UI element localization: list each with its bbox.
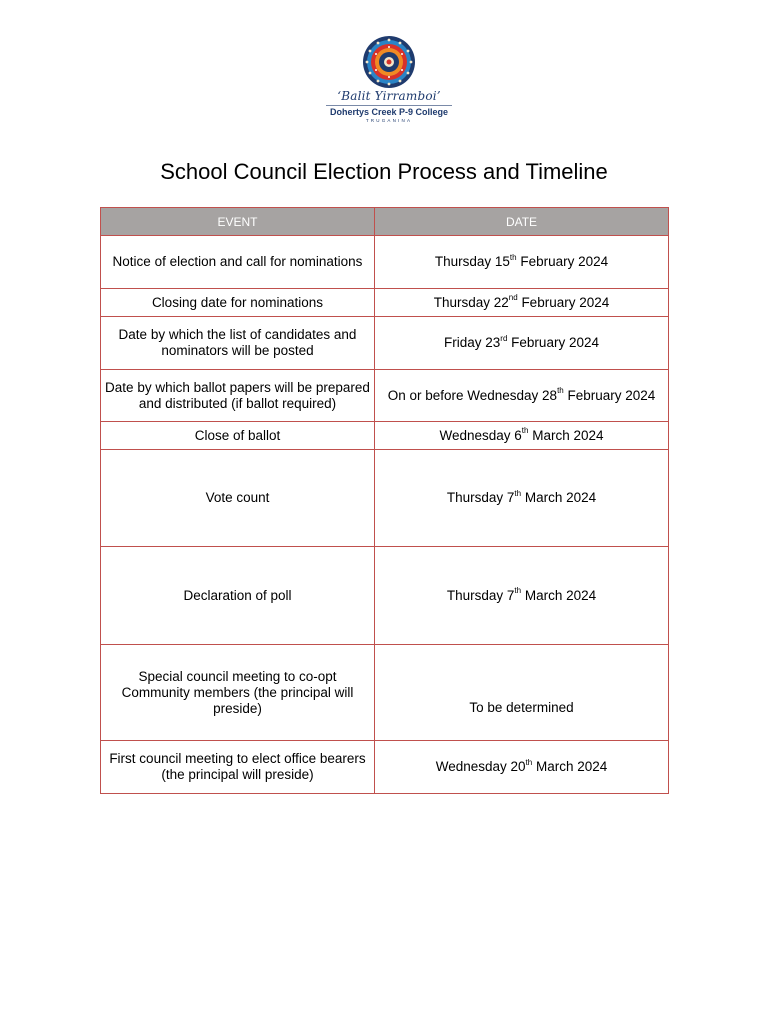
table-row — [101, 450, 669, 547]
event-cell: Closing date for nominations — [101, 289, 375, 317]
date-cell: Wednesday 6th March 2024 — [375, 422, 669, 450]
table-row — [101, 547, 669, 645]
date-cell: Thursday 22nd February 2024 — [375, 289, 669, 317]
table-row — [101, 741, 669, 794]
page-title: School Council Election Process and Timeline — [160, 159, 608, 184]
event-cell: Close of ballot — [101, 422, 375, 450]
event-cell: Date by which ballot papers will be prepared and distributed (if ballot required) — [101, 370, 375, 422]
table-header-row — [101, 208, 669, 236]
event-cell: Date by which the list of candidates and nominators will be posted — [101, 317, 375, 370]
date-cell: Friday 23rd February 2024 — [375, 317, 669, 370]
date-cell: Wednesday 20th March 2024 — [375, 741, 669, 794]
event-cell: Notice of election and call for nominations — [101, 236, 375, 289]
table-row — [101, 236, 669, 289]
date-cell: On or before Wednesday 28th February 2024 — [375, 370, 669, 422]
date-cell: Thursday 7th March 2024 — [375, 547, 669, 645]
column-header-event: EVENT — [101, 208, 375, 236]
date-cell: Thursday 7th March 2024 — [375, 450, 669, 547]
date-cell: To be determined — [375, 645, 669, 741]
timeline-table — [100, 207, 669, 794]
table-row — [101, 370, 669, 422]
table-row — [101, 289, 669, 317]
table-row — [101, 422, 669, 450]
event-cell: Special council meeting to co-opt Community members (the principal will preside) — [101, 645, 375, 741]
aboriginal-dot-art-icon — [359, 34, 419, 90]
event-cell: Declaration of poll — [101, 547, 375, 645]
table-row — [101, 645, 669, 741]
event-cell: Vote count — [101, 450, 375, 547]
table-row — [101, 317, 669, 370]
event-cell: First council meeting to elect office bearers (the principal will preside) — [101, 741, 375, 794]
logo-college-name: Dohertys Creek P-9 College — [329, 107, 449, 117]
column-header-date: DATE — [375, 208, 669, 236]
date-cell: Thursday 15th February 2024 — [375, 236, 669, 289]
logo-name: ‘Balit Yirramboi’ — [337, 89, 441, 103]
logo-divider — [326, 105, 452, 106]
college-logo — [323, 34, 455, 126]
logo-place-name: TRUGANINA — [365, 118, 413, 123]
